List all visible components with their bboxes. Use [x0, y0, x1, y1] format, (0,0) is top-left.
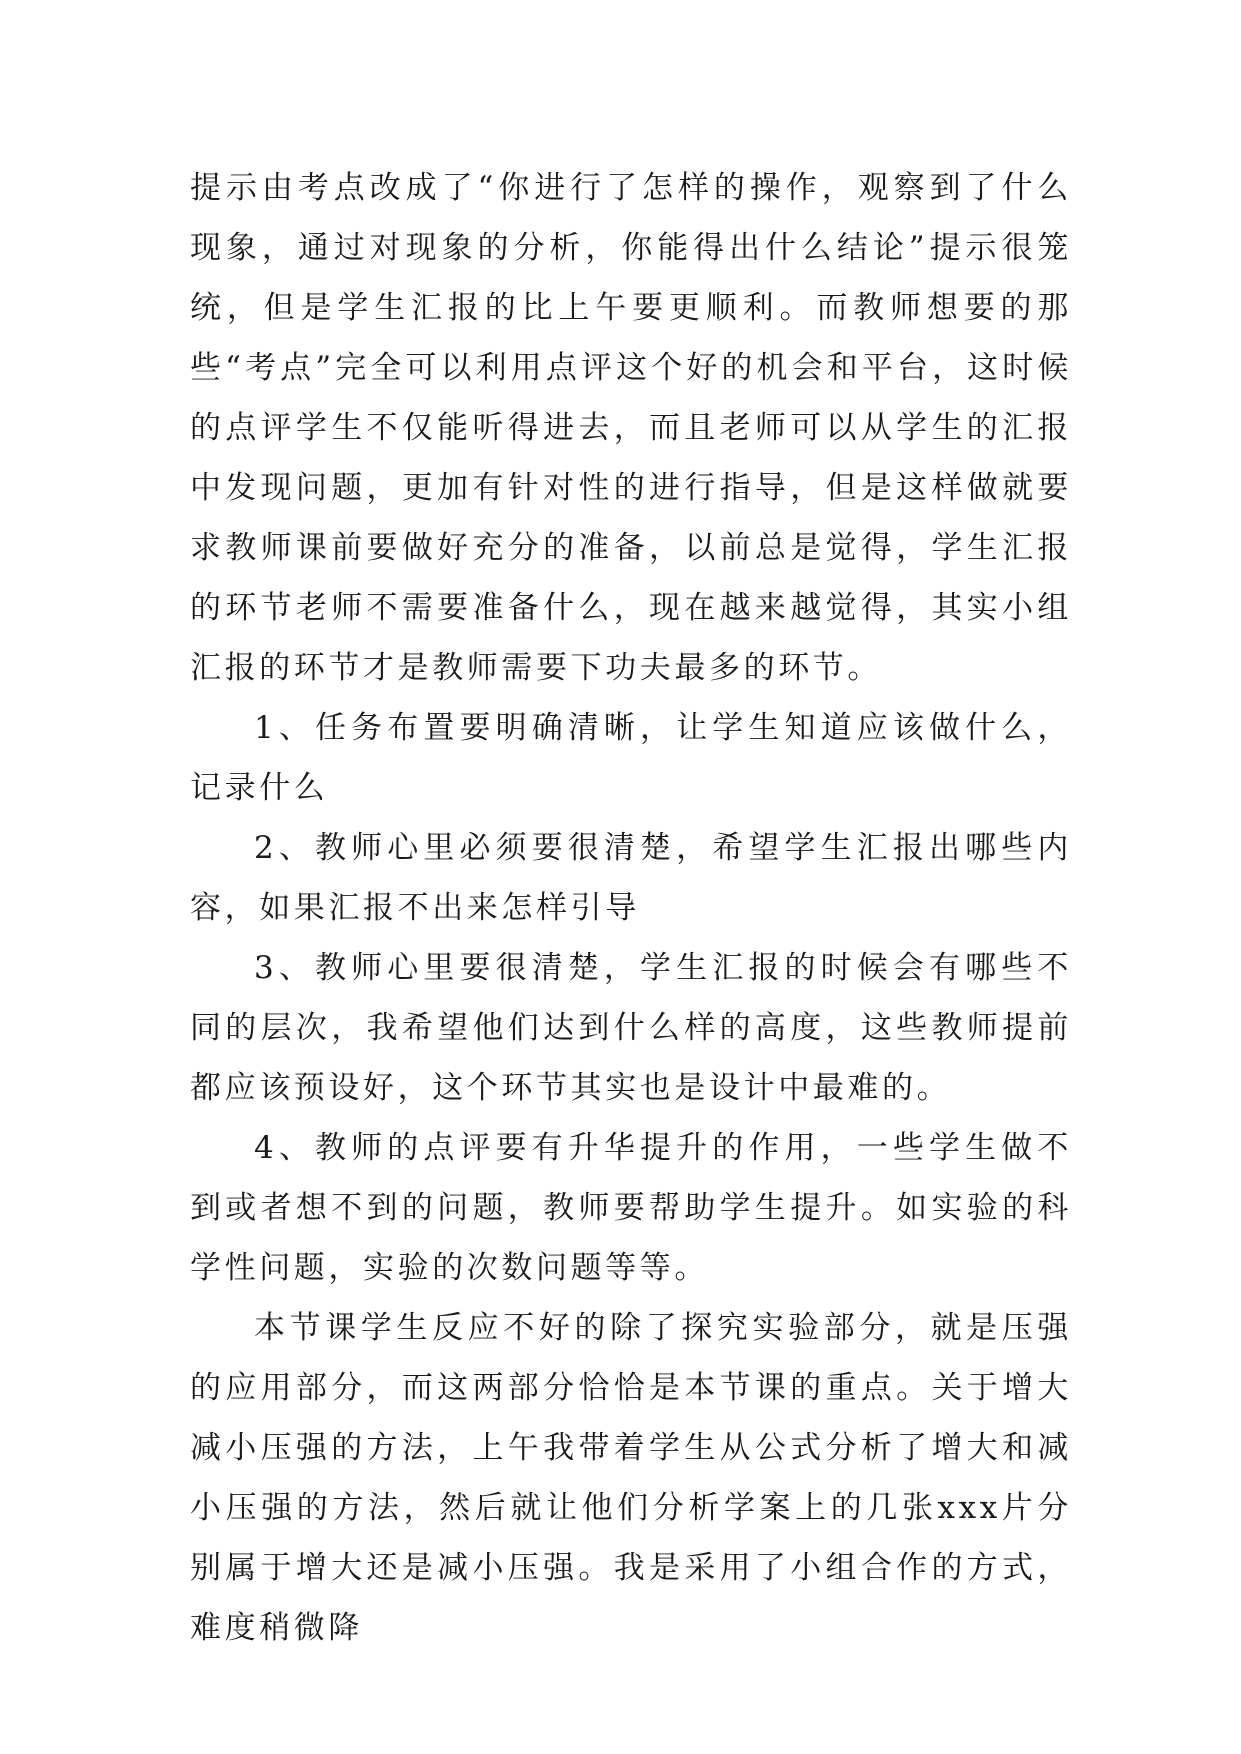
document-body	[190, 158, 1072, 1658]
paragraph-item-2: 2、教师心里必须要很清楚，希望学生汇报出哪些内容，如果汇报不出来怎样引导	[190, 830, 1072, 926]
paragraph-item-3: 3、教师心里要很清楚，学生汇报的时候会有哪些不同的层次，我希望他们达到什么样的高度，这些教师提前都应该预设好，这个环节其实也是设计中最难的。	[190, 950, 1072, 1106]
paragraph-continuation: 提示由考点改成了“你进行了怎样的操作，观察到了什么现象，通过对现象的分析，你能得出什么结论”提示很笼统，但是学生汇报的比上午要更顺利。而教师想要的那些“考点”完全可以利用点评这个好的机会和平台，这时候的点评学生不仅能听得进去，而且老师可以从学生的汇报中发现问题，更加有针对性的进行指导，但是这样做就要求教师课前要做好充分的准备，以前总是觉得，学生汇报的环节老师不需要准备什么，现在越来越觉得，其实小组汇报的环节才是教师需要下功夫最多的环节。	[190, 170, 1072, 686]
paragraph-item-1: 1、任务布置要明确清晰，让学生知道应该做什么，记录什么	[190, 710, 1072, 806]
paragraph-item-4: 4、教师的点评要有升华提升的作用，一些学生做不到或者想不到的问题，教师要帮助学生提升。如实验的科学性问题，实验的次数问题等等。	[190, 1130, 1072, 1286]
paragraph-application: 本节课学生反应不好的除了探究实验部分，就是压强的应用部分，而这两部分恰恰是本节课的重点。关于增大减小压强的方法，上午我带着学生从公式分析了增大和减小压强的方法，然后就让他们分析学案上的几张xxx片分别属于增大还是减小压强。我是采用了小组合作的方式，难度稍微降	[190, 1310, 1072, 1646]
